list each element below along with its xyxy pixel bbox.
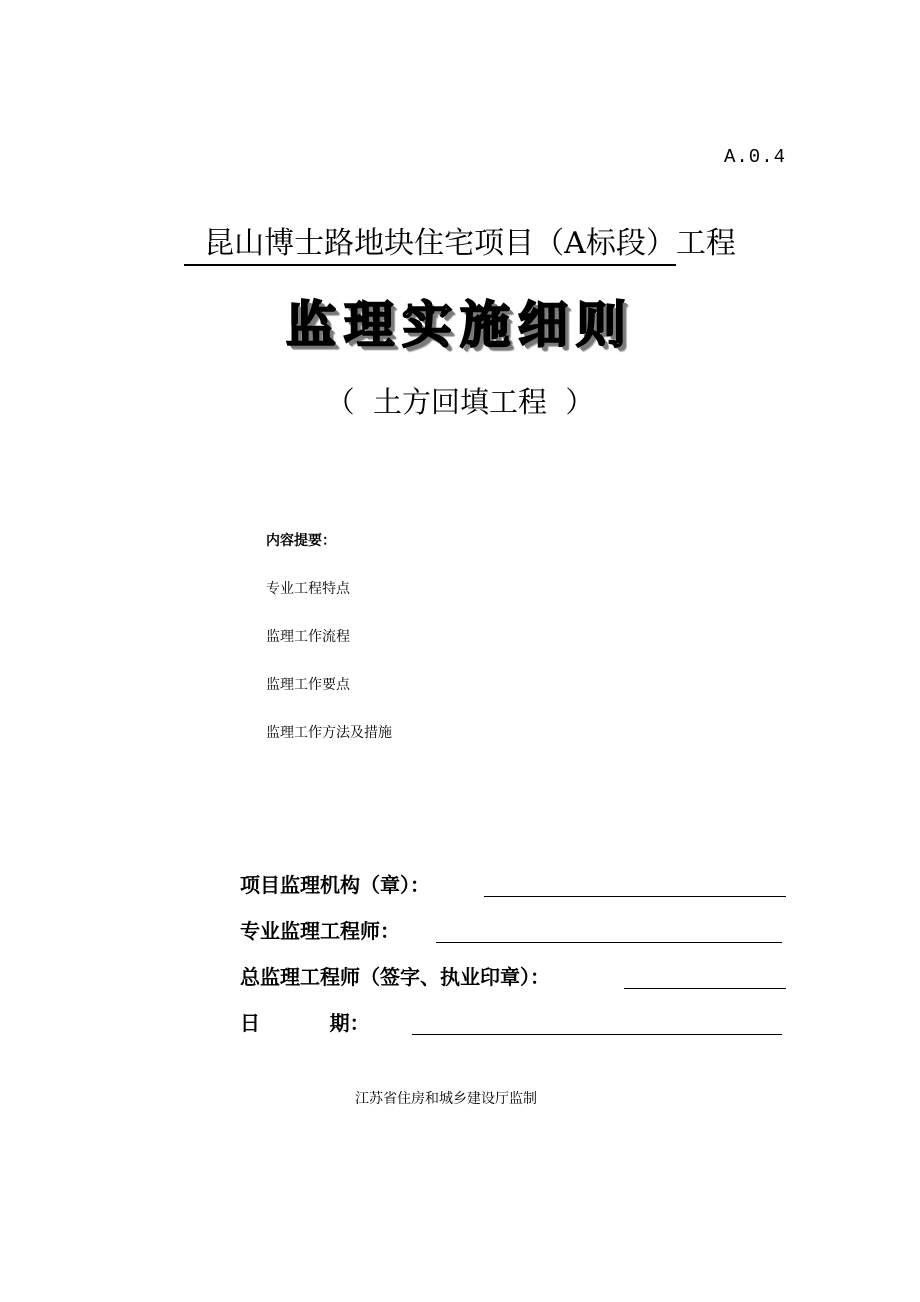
- issuer-note: 江苏省住房和城乡建设厅监制: [355, 1091, 537, 1107]
- chief-engineer-label: 总监理工程师（签字、执业印章）：: [240, 965, 550, 989]
- chief-engineer-line[interactable]: [624, 988, 786, 989]
- specialist-engineer-label: 专业监理工程师：: [240, 919, 400, 943]
- summary-item: 监理工作流程: [266, 629, 350, 645]
- org-seal-line[interactable]: [484, 896, 786, 897]
- signature-row-org: [240, 868, 786, 914]
- project-line: [0, 222, 920, 266]
- summary-item: 专业工程特点: [266, 581, 350, 597]
- project-name: 昆山博士路地块住宅项目（A标段）: [184, 224, 676, 266]
- summary-heading: 内容提要：: [266, 533, 336, 549]
- project-suffix: 工程: [675, 226, 736, 261]
- signature-row-date: [240, 1006, 786, 1052]
- summary-item: 监理工作方法及措施: [266, 725, 392, 741]
- org-seal-label: 项目监理机构（章）：: [240, 873, 430, 897]
- date-line[interactable]: [412, 1034, 782, 1035]
- document-subtitle: （ 土方回填工程 ）: [325, 385, 595, 419]
- content-summary: [266, 530, 392, 770]
- signature-row-chief: [240, 960, 786, 1006]
- summary-item: 监理工作要点: [266, 677, 350, 693]
- date-label: 日 期：: [240, 1011, 370, 1035]
- signature-block: [240, 868, 786, 1052]
- specialist-engineer-line[interactable]: [436, 942, 782, 943]
- signature-row-specialist: [240, 914, 786, 960]
- document-title: 监理实施细则: [286, 296, 634, 354]
- form-code: A.0.4: [723, 146, 786, 168]
